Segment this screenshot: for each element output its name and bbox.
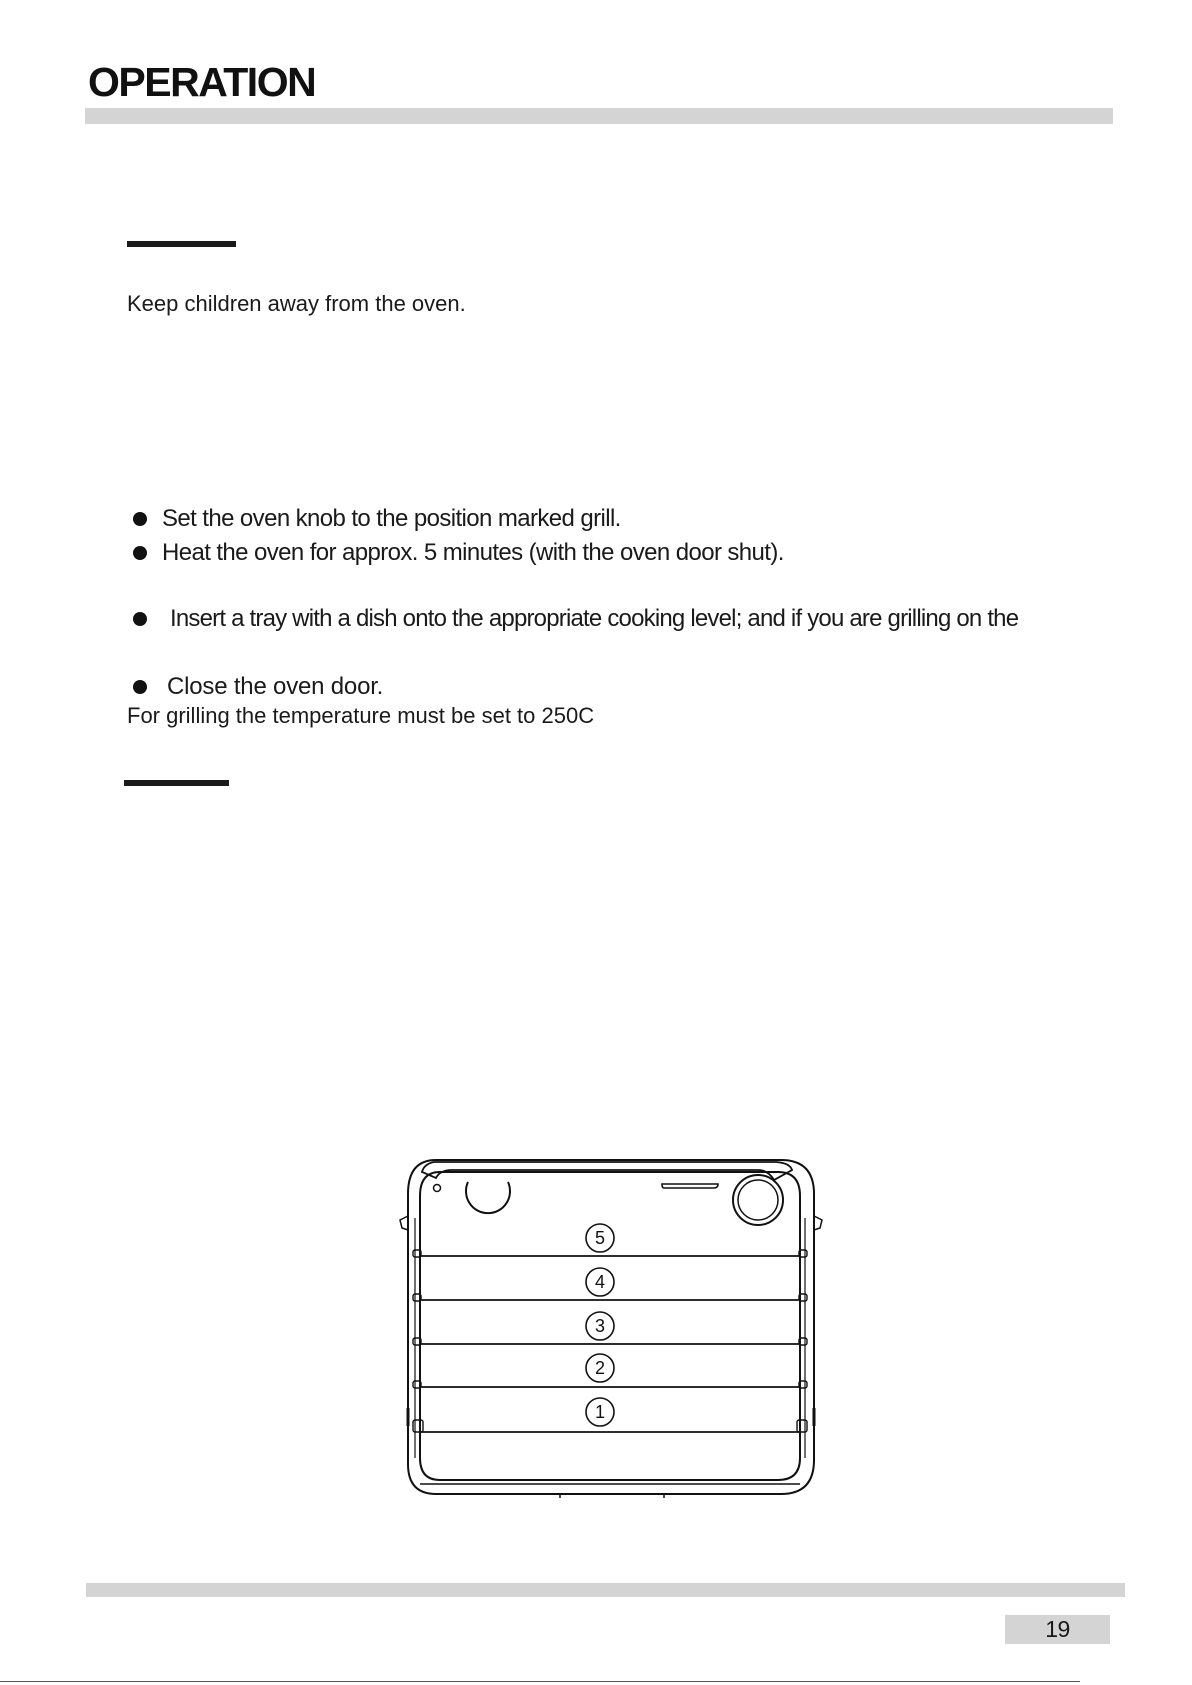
bullet-icon [133,546,147,560]
step-text: Heat the oven for approx. 5 minutes (with the oven door shut). [162,539,784,566]
oven-outer-frame [408,1160,814,1494]
footer-bar [86,1583,1125,1597]
step-text: Insert a tray with a dish onto the appropriate cooking level; and if you are grilling on the [170,605,1019,632]
shelf-level-label: 1 [594,1402,606,1422]
bullet-icon [133,680,147,694]
left-side-hinge [400,1216,408,1230]
lamp-outer [733,1175,783,1225]
warning-text: Keep children away from the oven. [127,291,466,316]
page-bottom-rule [0,1681,1080,1682]
step-text: Set the oven knob to the position marked grill. [162,505,621,532]
lamp-housing [662,1184,718,1188]
shelf-level-label: 3 [594,1316,606,1336]
bullet-icon [133,612,147,626]
bullet-icon [133,512,147,526]
temperature-note: For grilling the temperature must be set to 250C [127,703,595,728]
screw-icon [434,1185,441,1192]
right-side-hinge [814,1216,822,1230]
shelf-level-label: 5 [594,1228,606,1248]
step-item [133,675,383,699]
section-heading-rule [124,780,229,786]
step-item [133,607,1018,631]
shelf-level-label: 2 [594,1358,606,1378]
step-text: Close the oven door. [167,673,384,700]
lamp-inner [738,1180,778,1220]
page-number-box [1005,1615,1110,1644]
section-heading-rule [127,241,236,247]
page-title: OPERATION [88,59,316,105]
header-bar [85,108,1113,124]
step-item [133,507,621,531]
page-number: 19 [1045,1616,1070,1642]
fan-cutout-left [466,1182,510,1213]
oven-cavity-diagram [396,1158,828,1498]
oven-base-foot [560,1494,664,1498]
shelf-level-label: 4 [594,1272,606,1292]
step-item [133,541,784,565]
oven-inner-cavity [420,1172,800,1480]
